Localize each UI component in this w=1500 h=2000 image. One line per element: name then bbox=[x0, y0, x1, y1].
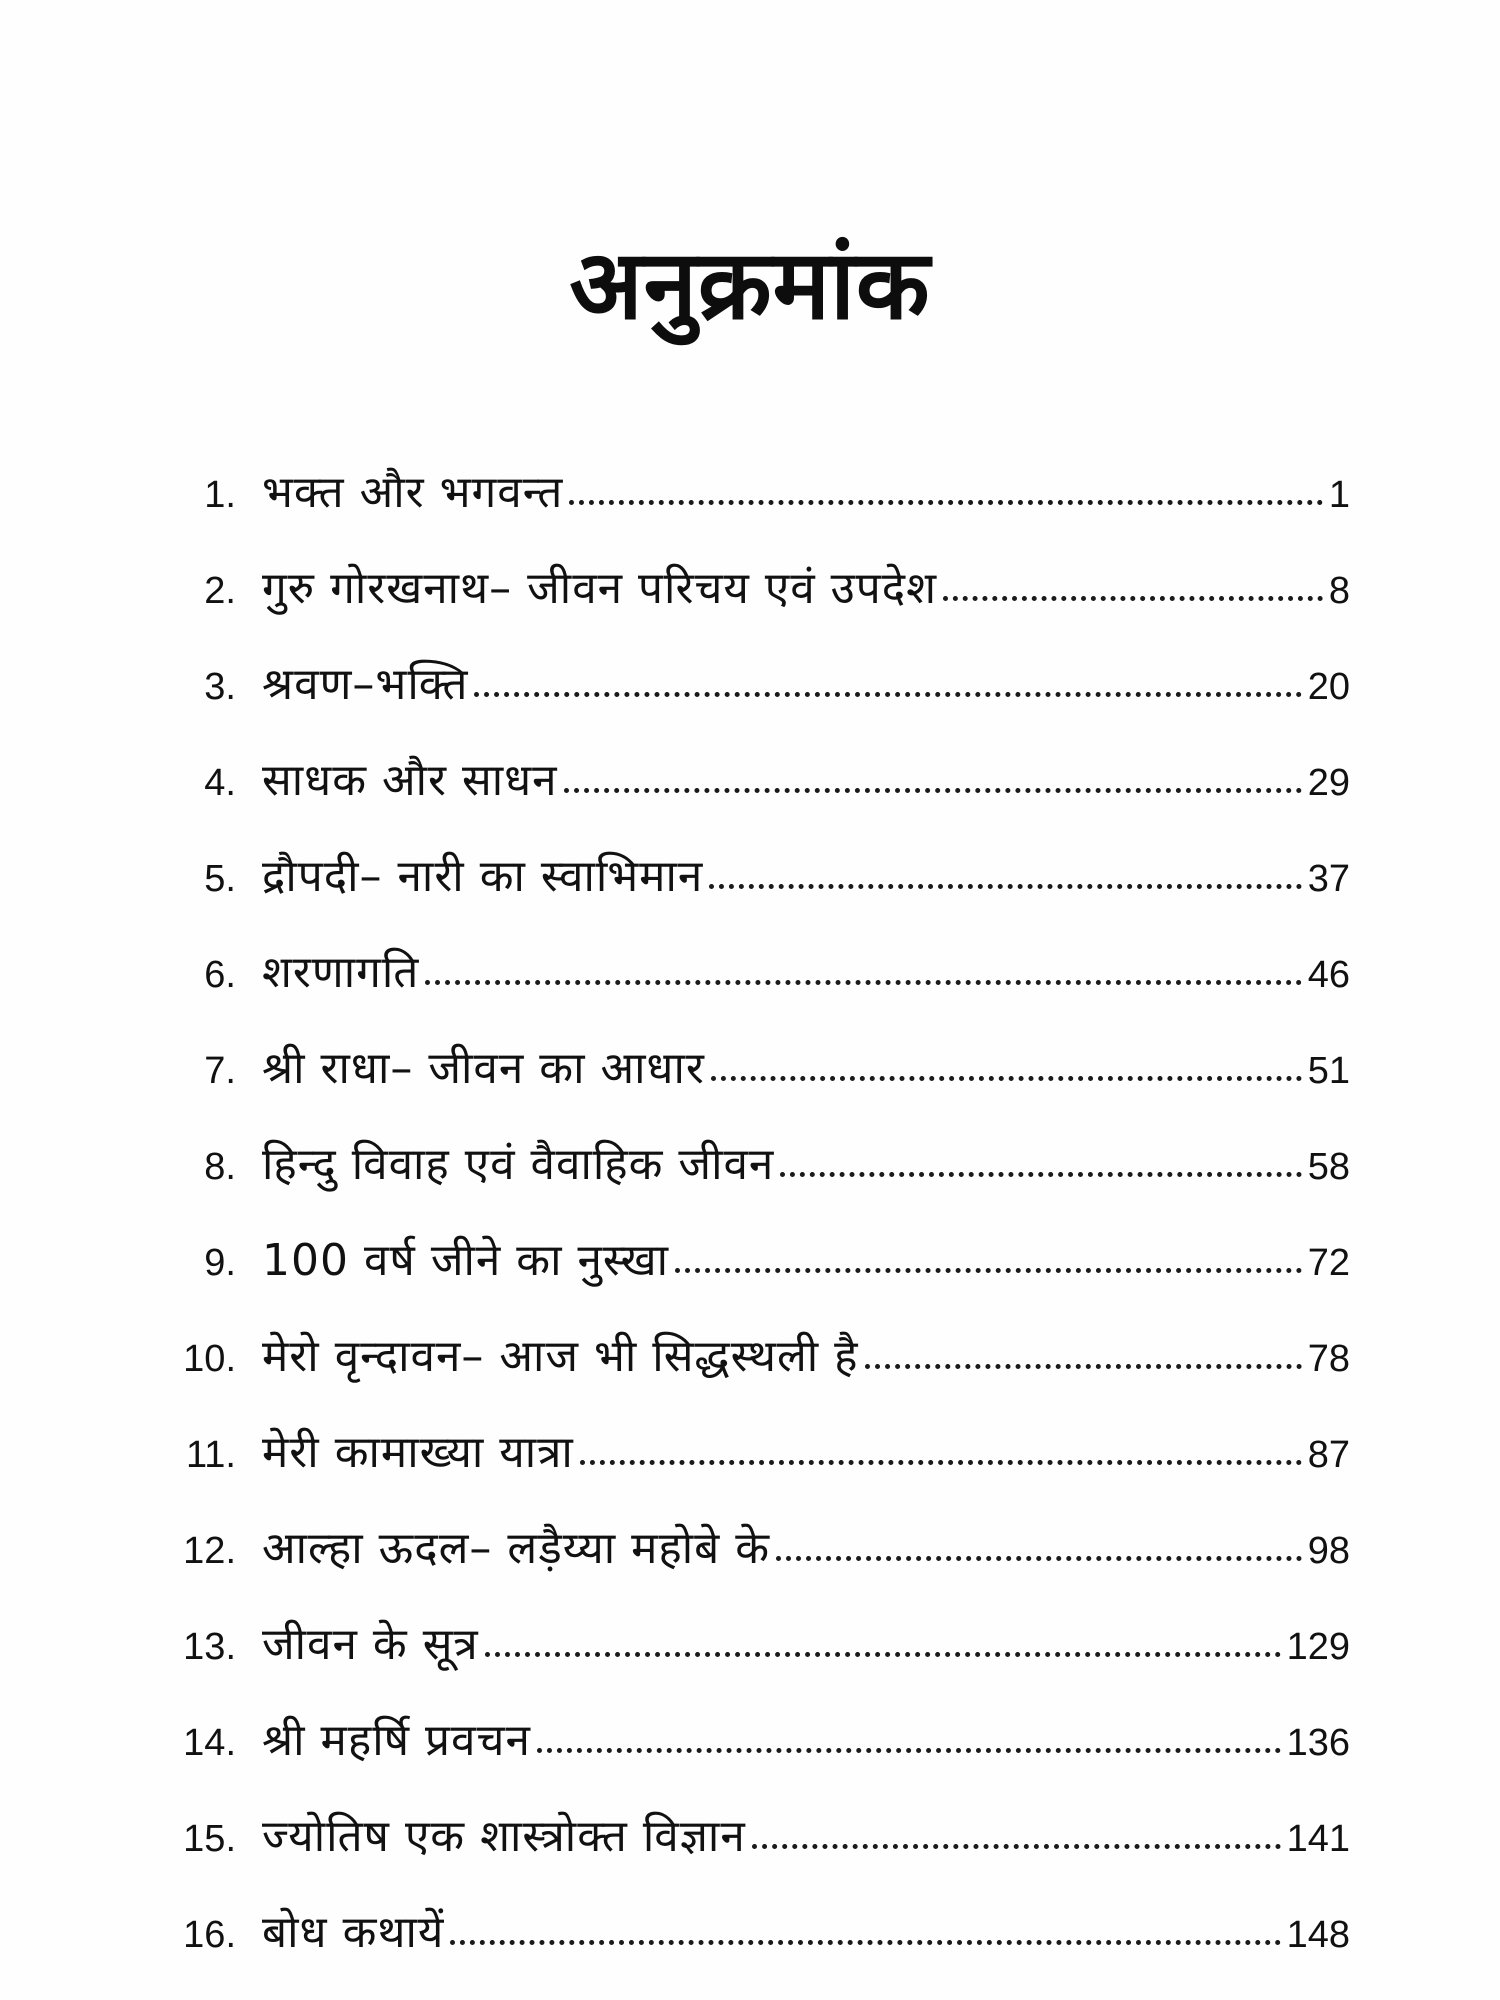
dot-leader bbox=[474, 688, 1301, 697]
entry-number: 1. bbox=[204, 474, 236, 516]
dot-leader bbox=[425, 976, 1301, 985]
entry-number: 10. bbox=[183, 1338, 236, 1380]
dot-leader bbox=[675, 1264, 1302, 1273]
toc-entry bbox=[150, 1117, 1350, 1213]
entry-title: मेरो वृन्दावन– आज भी सिद्धस्थली है bbox=[262, 1331, 859, 1382]
entry-page-number: 87 bbox=[1307, 1434, 1350, 1476]
entry-title: श्रवण–भक्ति bbox=[262, 659, 469, 710]
entry-page-number: 51 bbox=[1307, 1050, 1350, 1092]
entry-number: 2. bbox=[204, 570, 236, 612]
entry-number: 7. bbox=[204, 1050, 236, 1092]
entry-number: 4. bbox=[204, 762, 236, 804]
entry-page-number: 141 bbox=[1286, 1818, 1350, 1860]
entry-number: 5. bbox=[204, 858, 236, 900]
entry-page-number: 98 bbox=[1307, 1530, 1350, 1572]
toc-entry bbox=[150, 541, 1350, 637]
entry-title: जीवन के सूत्र bbox=[262, 1619, 479, 1670]
dot-leader bbox=[709, 880, 1301, 889]
entry-page-number: 136 bbox=[1286, 1722, 1350, 1764]
entry-title: श्री राधा– जीवन का आधार bbox=[262, 1043, 705, 1094]
entry-title: मेरी कामाख्या यात्रा bbox=[262, 1427, 574, 1478]
entry-title: शरणागति bbox=[262, 947, 420, 998]
entry-number: 15. bbox=[183, 1818, 236, 1860]
dot-leader bbox=[450, 1936, 1280, 1945]
entry-page-number: 29 bbox=[1307, 762, 1350, 804]
toc-entry bbox=[150, 829, 1350, 925]
entry-title: भक्त और भगवन्त bbox=[262, 467, 564, 518]
entry-number: 8. bbox=[204, 1146, 236, 1188]
entry-title: गुरु गोरखनाथ– जीवन परिचय एवं उपदेश bbox=[262, 563, 938, 614]
toc-entry bbox=[150, 1501, 1350, 1597]
entry-page-number: 78 bbox=[1307, 1338, 1350, 1380]
table-of-contents bbox=[150, 445, 1350, 1981]
entry-number: 11. bbox=[185, 1434, 236, 1476]
toc-entry bbox=[150, 1309, 1350, 1405]
toc-entry bbox=[150, 925, 1350, 1021]
toc-entry bbox=[150, 1021, 1350, 1117]
entry-number: 14. bbox=[183, 1722, 236, 1764]
dot-leader bbox=[865, 1360, 1302, 1369]
entry-number: 12. bbox=[183, 1530, 236, 1572]
entry-number: 9. bbox=[204, 1242, 236, 1284]
entry-title: साधक और साधन bbox=[262, 755, 558, 806]
entry-page-number: 58 bbox=[1307, 1146, 1350, 1188]
page-title: अनुक्रमांक bbox=[569, 229, 931, 341]
entry-page-number: 72 bbox=[1307, 1242, 1350, 1284]
entry-page-number: 129 bbox=[1286, 1626, 1350, 1668]
toc-entry bbox=[150, 1405, 1350, 1501]
entry-title: द्रौपदी– नारी का स्वाभिमान bbox=[262, 851, 704, 902]
entry-number: 16. bbox=[183, 1914, 236, 1956]
entry-title: ज्योतिष एक शास्त्रोक्त विज्ञान bbox=[262, 1811, 746, 1862]
entry-page-number: 20 bbox=[1307, 666, 1350, 708]
entry-number: 13. bbox=[183, 1626, 236, 1668]
entry-page-number: 1 bbox=[1328, 474, 1350, 516]
entry-page-number: 37 bbox=[1307, 858, 1350, 900]
entry-title: बोध कथायें bbox=[262, 1907, 445, 1958]
dot-leader bbox=[485, 1648, 1281, 1657]
toc-entry bbox=[150, 1789, 1350, 1885]
dot-leader bbox=[752, 1840, 1281, 1849]
entry-number: 3. bbox=[204, 666, 236, 708]
toc-entry bbox=[150, 733, 1350, 829]
dot-leader bbox=[580, 1456, 1302, 1465]
entry-page-number: 148 bbox=[1286, 1914, 1350, 1956]
entry-page-number: 8 bbox=[1328, 570, 1350, 612]
entry-number: 6. bbox=[204, 954, 236, 996]
dot-leader bbox=[776, 1552, 1302, 1561]
dot-leader bbox=[537, 1744, 1281, 1753]
toc-entry bbox=[150, 1885, 1350, 1981]
entry-page-number: 46 bbox=[1307, 954, 1350, 996]
entry-title: श्री महर्षि प्रवचन bbox=[262, 1715, 531, 1766]
entry-title: आल्हा ऊदल– लड़ैय्या महोबे के bbox=[262, 1523, 771, 1574]
toc-entry bbox=[150, 445, 1350, 541]
dot-leader bbox=[569, 496, 1322, 505]
toc-entry bbox=[150, 1597, 1350, 1693]
dot-leader bbox=[780, 1168, 1301, 1177]
toc-entry bbox=[150, 637, 1350, 733]
dot-leader bbox=[943, 592, 1323, 601]
dot-leader bbox=[564, 784, 1302, 793]
toc-entry bbox=[150, 1693, 1350, 1789]
entry-title: हिन्दु विवाह एवं वैवाहिक जीवन bbox=[262, 1139, 775, 1190]
entry-title: 100 वर्ष जीने का नुस्खा bbox=[262, 1235, 669, 1286]
toc-entry bbox=[150, 1213, 1350, 1309]
dot-leader bbox=[711, 1072, 1302, 1081]
